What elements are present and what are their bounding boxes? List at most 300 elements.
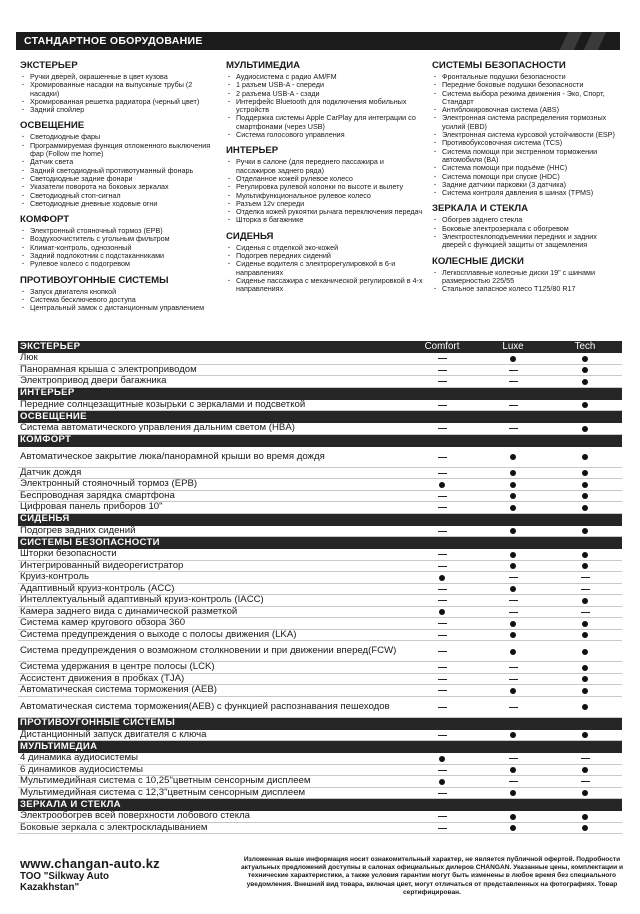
table-row xyxy=(18,823,622,835)
standard-feature-item: · Светодиодные дневные ходовые огни xyxy=(20,200,220,208)
not-available-dash-icon xyxy=(581,781,590,782)
trim-tech-cell xyxy=(548,365,622,375)
included-dot-icon xyxy=(582,732,588,738)
not-available-dash-icon xyxy=(509,758,518,759)
standard-feature-item: · Система бесключевого доступа xyxy=(20,296,220,304)
trim-comfort-cell xyxy=(406,452,478,462)
included-dot-icon xyxy=(510,649,516,655)
not-available-dash-icon xyxy=(438,457,447,458)
standard-feature-item: · Система помощи при спуске (HDC) xyxy=(432,173,622,181)
table-section-row xyxy=(18,435,622,447)
trim-luxe-cell xyxy=(478,365,548,375)
trim-comfort-cell xyxy=(406,549,478,559)
included-dot-icon xyxy=(510,688,516,694)
included-dot-icon xyxy=(582,470,588,476)
included-dot-icon xyxy=(582,528,588,534)
included-dot-icon xyxy=(582,563,588,569)
trim-comfort-cell xyxy=(406,365,478,375)
trim-luxe-cell xyxy=(478,595,548,605)
trim-tech-cell xyxy=(548,491,622,501)
trim-luxe-cell xyxy=(478,491,548,501)
standard-column-2 xyxy=(226,56,424,294)
included-dot-icon xyxy=(582,649,588,655)
included-dot-icon xyxy=(510,563,516,569)
table-section-title: ЗЕРКАЛА И СТЕКЛА xyxy=(20,798,121,810)
not-available-dash-icon xyxy=(581,758,590,759)
included-dot-icon xyxy=(582,356,588,362)
trim-tech-cell xyxy=(548,776,622,786)
trim-luxe-cell xyxy=(478,502,548,512)
trim-luxe-cell xyxy=(478,607,548,617)
trim-comfort-cell xyxy=(406,353,478,363)
trim-comfort-cell xyxy=(406,630,478,640)
table-section-row xyxy=(18,741,622,753)
included-dot-icon xyxy=(439,756,445,762)
trim-comfort-cell xyxy=(406,685,478,695)
feature-name: Система автоматического управления дальним светом (HBA) xyxy=(20,422,295,434)
standard-feature-item: · Хромированная решетка радиатора (черный цвет) xyxy=(20,98,220,106)
trim-luxe-cell xyxy=(478,452,548,462)
feature-name: Боковые зеркала с электроскладыванием xyxy=(20,821,208,833)
table-row xyxy=(18,491,622,503)
not-available-dash-icon xyxy=(509,667,518,668)
included-dot-icon xyxy=(439,575,445,581)
feature-name: Система предупреждения о возможном столкновении и при движении вперед(FCW) xyxy=(20,645,397,657)
included-dot-icon xyxy=(439,482,445,488)
trim-luxe-cell xyxy=(478,561,548,571)
not-available-dash-icon xyxy=(438,623,447,624)
table-row xyxy=(18,549,622,561)
legal-disclaimer: Изложенная выше информация носит ознакомительный характер, не является публичной офертой. Подробности актуальных предложений доступны в салонах официальных дилеров CHANGAN. Указанные цены, комплектации и технические характеристики, а также условия гарантии могут быть изменены в любое время без специального уведомления. Внешний вид товара, включая цвет, могут отличаться от представленных на фотографиях. Товар сертифицирован. xyxy=(240,856,624,896)
not-available-dash-icon xyxy=(438,735,447,736)
table-row xyxy=(18,811,622,823)
not-available-dash-icon xyxy=(438,531,447,532)
standard-feature-item: · Интерфейс Bluetooth для подключения мобильных устройств xyxy=(226,98,424,115)
not-available-dash-icon xyxy=(581,612,590,613)
trim-tech-cell xyxy=(548,502,622,512)
table-section-title: МУЛЬТИМЕДИА xyxy=(20,740,98,752)
standard-feature-item: · Светодиодные фары xyxy=(20,133,220,141)
not-available-dash-icon xyxy=(509,381,518,382)
standard-feature-item: · Задние датчики парковки (3 датчика) xyxy=(432,181,622,189)
trim-luxe-cell xyxy=(478,776,548,786)
standard-feature-list xyxy=(226,158,424,224)
not-available-dash-icon xyxy=(509,428,518,429)
standard-feature-item: · Указатели поворота на боковых зеркалах xyxy=(20,183,220,191)
trim-luxe-cell xyxy=(478,646,548,656)
trim-tech-cell xyxy=(548,630,622,640)
standard-feature-item: · Центральный замок с дистанционным управлением xyxy=(20,304,220,312)
feature-name: 4 динамика аудиосистемы xyxy=(20,752,139,764)
trim-tech-cell xyxy=(548,584,622,594)
trim-comfort-cell xyxy=(406,823,478,833)
table-row xyxy=(18,697,622,718)
standard-feature-item: · Программируемая функция отложенного выключения фар (Follow me home) xyxy=(20,142,220,159)
table-row xyxy=(18,730,622,742)
trim-tech-cell xyxy=(548,811,622,821)
not-available-dash-icon xyxy=(438,405,447,406)
table-section-title: КОМФОРТ xyxy=(20,434,72,446)
not-available-dash-icon xyxy=(438,707,447,708)
included-dot-icon xyxy=(510,732,516,738)
trim-luxe-cell xyxy=(478,811,548,821)
standard-feature-list xyxy=(226,73,424,139)
trim-comparison-table xyxy=(18,341,622,834)
standard-feature-item: · Антиблокировочная система (ABS) xyxy=(432,106,622,114)
trim-luxe-cell xyxy=(478,549,548,559)
table-row xyxy=(18,365,622,377)
trim-luxe-cell xyxy=(478,423,548,433)
table-row xyxy=(18,526,622,538)
trim-luxe-cell xyxy=(478,630,548,640)
trim-comfort-cell xyxy=(406,646,478,656)
standard-section-title: КОЛЕСНЫЕ ДИСКИ xyxy=(432,255,524,267)
company-line-2: Kazakhstan" xyxy=(20,881,80,893)
standard-feature-item: · Сиденье водителя с электрорегулировкой в 6-и направлениях xyxy=(226,260,424,277)
not-available-dash-icon xyxy=(438,554,447,555)
standard-feature-item: · Противобуксовочная система (TCS) xyxy=(432,139,622,147)
included-dot-icon xyxy=(510,632,516,638)
not-available-dash-icon xyxy=(438,828,447,829)
trim-comfort-header: Comfort xyxy=(424,340,460,352)
included-dot-icon xyxy=(510,552,516,558)
standard-feature-item: · Хромированные насадки на выпускные трубы (2 насадки) xyxy=(20,81,220,98)
included-dot-icon xyxy=(582,688,588,694)
trim-comfort-cell xyxy=(406,561,478,571)
table-section-row xyxy=(18,388,622,400)
trim-tech-cell xyxy=(548,479,622,489)
standard-feature-item: · Система выбора режима движения - Эко, Спорт, Стандарт xyxy=(432,90,622,107)
trim-tech-cell xyxy=(548,376,622,386)
feature-name: Дистанционный запуск двигателя с ключа xyxy=(20,728,207,740)
trim-comfort-cell xyxy=(406,788,478,798)
not-available-dash-icon xyxy=(438,635,447,636)
standard-feature-item: · 2 разъема USB-A - сзади xyxy=(226,90,424,98)
trim-luxe-cell xyxy=(478,376,548,386)
trim-tech-cell xyxy=(548,685,622,695)
feature-name: Шторки безопасности xyxy=(20,548,117,560)
feature-name: Панорамная крыша с электроприводом xyxy=(20,363,197,375)
trim-luxe-cell xyxy=(478,618,548,628)
feature-name: Адаптивный круиз-контроль (ACC) xyxy=(20,582,175,594)
standard-equipment-banner xyxy=(16,32,620,50)
table-section-title: СИДЕНЬЯ xyxy=(20,513,70,525)
standard-feature-item: · Стальное запасное колесо T125/80 R17 xyxy=(432,285,622,293)
trim-tech-cell xyxy=(548,646,622,656)
trim-comfort-cell xyxy=(406,502,478,512)
not-available-dash-icon xyxy=(581,577,590,578)
feature-name: Электронный стояночный тормоз (EPB) xyxy=(20,478,198,490)
trim-comfort-cell xyxy=(406,491,478,501)
not-available-dash-icon xyxy=(509,370,518,371)
table-section-row xyxy=(18,799,622,811)
standard-feature-item: · Отделанное кожей рулевое колесо xyxy=(226,175,424,183)
feature-name: Мультимедийная система с 12,3"цветным сенсорным дисплеем xyxy=(20,786,306,798)
included-dot-icon xyxy=(582,426,588,432)
table-row xyxy=(18,674,622,686)
table-row xyxy=(18,423,622,435)
standard-section-title: ЗЕРКАЛА И СТЕКЛА xyxy=(432,203,529,215)
table-row xyxy=(18,572,622,584)
not-available-dash-icon xyxy=(438,428,447,429)
feature-name: Интегрированный видеорегистратор xyxy=(20,559,184,571)
standard-section-title: КОМФОРТ xyxy=(20,214,70,226)
standard-feature-item: · Датчик света xyxy=(20,158,220,166)
included-dot-icon xyxy=(582,367,588,373)
standard-feature-item: · Шторка в багажнике xyxy=(226,216,424,224)
standard-section-title: СИСТЕМЫ БЕЗОПАСНОСТИ xyxy=(432,60,566,71)
included-dot-icon xyxy=(439,609,445,615)
table-row xyxy=(18,561,622,573)
standard-feature-item: · Задний спойлер xyxy=(20,106,220,114)
trim-tech-cell xyxy=(548,753,622,763)
trim-tech-cell xyxy=(548,674,622,684)
table-header-row xyxy=(18,341,622,353)
feature-name: Передние солнцезащитные козырьки с зеркалами и подсветкой xyxy=(20,398,306,410)
standard-feature-item: · Система голосового управления xyxy=(226,131,424,139)
included-dot-icon xyxy=(582,402,588,408)
table-row xyxy=(18,630,622,642)
included-dot-icon xyxy=(582,552,588,558)
table-section-title: ИНТЕРЬЕР xyxy=(20,387,75,399)
dealer-website: www.changan-auto.kz xyxy=(20,856,160,871)
table-section-row xyxy=(18,718,622,730)
feature-name: Система удержания в центре полосы (LCK) xyxy=(20,661,215,673)
trim-luxe-cell xyxy=(478,823,548,833)
feature-name: Электропривод двери багажника xyxy=(20,375,167,387)
standard-feature-list xyxy=(20,227,220,268)
included-dot-icon xyxy=(510,767,516,773)
trim-tech-cell xyxy=(548,823,622,833)
standard-feature-list xyxy=(20,133,220,208)
feature-name: Датчик дождя xyxy=(20,466,82,478)
feature-name: Система камер кругового обзора 360 xyxy=(20,617,186,629)
table-row xyxy=(18,641,622,662)
trim-tech-cell xyxy=(548,526,622,536)
included-dot-icon xyxy=(510,814,516,820)
standard-feature-item: · Мультифункциональное рулевое колесо xyxy=(226,192,424,200)
trim-tech-cell xyxy=(548,572,622,582)
standard-section-title: ПРОТИВОУГОННЫЕ СИСТЕМЫ xyxy=(20,274,169,286)
not-available-dash-icon xyxy=(509,612,518,613)
standard-feature-list xyxy=(226,244,424,294)
trim-comfort-cell xyxy=(406,753,478,763)
trim-tech-cell xyxy=(548,730,622,740)
standard-column-3 xyxy=(432,56,622,294)
trim-luxe-cell xyxy=(478,702,548,712)
table-row xyxy=(18,376,622,388)
standard-feature-list xyxy=(20,73,220,114)
trim-tech-cell xyxy=(548,662,622,672)
feature-name: 6 динамиков аудиосистемы xyxy=(20,763,144,775)
trim-tech-cell xyxy=(548,618,622,628)
standard-feature-item: · Система контроля давления в шинах (TPMS) xyxy=(432,189,622,197)
standard-equipment-columns xyxy=(20,56,620,336)
trim-comfort-cell xyxy=(406,468,478,478)
not-available-dash-icon xyxy=(438,816,447,817)
included-dot-icon xyxy=(582,505,588,511)
standard-feature-item: · Регулировка рулевой колонки по высоте и вылету xyxy=(226,183,424,191)
table-row xyxy=(18,447,622,468)
trim-comfort-cell xyxy=(406,423,478,433)
standard-feature-item: · Светодиодный стоп-сигнал xyxy=(20,192,220,200)
not-available-dash-icon xyxy=(438,600,447,601)
not-available-dash-icon xyxy=(438,370,447,371)
not-available-dash-icon xyxy=(438,679,447,680)
dealer-company xyxy=(20,872,140,893)
trim-tech-cell xyxy=(548,400,622,410)
trim-tech-cell xyxy=(548,788,622,798)
standard-feature-item: · Фронтальные подушки безопасности xyxy=(432,73,622,81)
not-available-dash-icon xyxy=(509,679,518,680)
trim-tech-cell xyxy=(548,702,622,712)
not-available-dash-icon xyxy=(438,381,447,382)
standard-feature-item: · Система помощи при подъёме (HHC) xyxy=(432,164,622,172)
table-section-title: ОСВЕЩЕНИЕ xyxy=(20,410,87,422)
banner-stripe xyxy=(560,32,582,50)
table-row xyxy=(18,753,622,765)
not-available-dash-icon xyxy=(438,770,447,771)
feature-name: Камера заднего вида с динамической разметкой xyxy=(20,605,238,617)
included-dot-icon xyxy=(439,779,445,785)
not-available-dash-icon xyxy=(581,589,590,590)
standard-feature-item: · Система помощи при экстренном торможении автомобиля (BA) xyxy=(432,148,622,165)
table-row xyxy=(18,685,622,697)
standard-feature-item: · Разъем 12v спереди xyxy=(226,200,424,208)
trim-comfort-cell xyxy=(406,674,478,684)
not-available-dash-icon xyxy=(438,651,447,652)
not-available-dash-icon xyxy=(509,405,518,406)
included-dot-icon xyxy=(582,379,588,385)
standard-feature-item: · Светодиодные задние фонари xyxy=(20,175,220,183)
not-available-dash-icon xyxy=(438,496,447,497)
table-row xyxy=(18,400,622,412)
standard-feature-item: · Электронный стояночный тормоз (EPB) xyxy=(20,227,220,235)
included-dot-icon xyxy=(582,493,588,499)
standard-feature-item: · Ручки в салоне (для переднего пассажира и пассажиров заднего ряда) xyxy=(226,158,424,175)
trim-comfort-cell xyxy=(406,572,478,582)
standard-feature-item: · Электростеклоподъемники передних и задних дверей с функцией защиты от защемления xyxy=(432,233,622,250)
feature-name: Мультимедийная система с 10,25"цветным сенсорным дисплеем xyxy=(20,775,311,787)
standard-feature-list xyxy=(432,73,622,197)
table-row xyxy=(18,607,622,619)
included-dot-icon xyxy=(582,767,588,773)
feature-name: Люк xyxy=(20,352,38,364)
included-dot-icon xyxy=(582,790,588,796)
standard-feature-item: · Легкосплавные колесные диски 19" с шинами размерностью 225/55 xyxy=(432,269,622,286)
trim-tech-cell xyxy=(548,607,622,617)
standard-feature-item: · Воздухоочиститель с угольным фильтром xyxy=(20,235,220,243)
trim-luxe-cell xyxy=(478,468,548,478)
feature-name: Автоматическое закрытие люка/панорамной крыши во время дождя xyxy=(20,450,325,462)
standard-section-title: СИДЕНЬЯ xyxy=(226,230,274,242)
table-section-title: СИСТЕМЫ БЕЗОПАСНОСТИ xyxy=(20,536,160,548)
standard-feature-item: · Поддержка системы Apple CarPlay для интеграции со смартфонами (через USB) xyxy=(226,114,424,131)
trim-luxe-cell xyxy=(478,753,548,763)
standard-feature-item: · Электронная система распределения тормозных усилий (EBD) xyxy=(432,114,622,131)
trim-luxe-cell xyxy=(478,788,548,798)
feature-name: Круиз-контроль xyxy=(20,571,89,583)
company-line-1: ТОО "Silkway Auto xyxy=(20,871,109,882)
feature-name: Цифровая панель приборов 10" xyxy=(20,501,163,513)
standard-feature-item: · Рулевое колесо с подогревом xyxy=(20,260,220,268)
trim-tech-cell xyxy=(548,353,622,363)
not-available-dash-icon xyxy=(438,667,447,668)
included-dot-icon xyxy=(582,454,588,460)
included-dot-icon xyxy=(582,482,588,488)
trim-comfort-cell xyxy=(406,662,478,672)
included-dot-icon xyxy=(510,505,516,511)
standard-feature-item: · Климат-контроль, однозонный xyxy=(20,244,220,252)
not-available-dash-icon xyxy=(509,707,518,708)
trim-luxe-cell xyxy=(478,400,548,410)
included-dot-icon xyxy=(582,704,588,710)
standard-feature-item: · Задний светодиодный противотуманный фонарь xyxy=(20,167,220,175)
trim-luxe-cell xyxy=(478,526,548,536)
not-available-dash-icon xyxy=(438,566,447,567)
trim-luxe-cell xyxy=(478,353,548,363)
trim-comfort-cell xyxy=(406,584,478,594)
trim-comfort-cell xyxy=(406,776,478,786)
table-row xyxy=(18,788,622,800)
standard-section-title: МУЛЬТИМЕДИА xyxy=(226,60,301,71)
included-dot-icon xyxy=(510,825,516,831)
not-available-dash-icon xyxy=(438,793,447,794)
standard-section-title: ЭКСТЕРЬЕР xyxy=(20,60,78,71)
standard-feature-item: · Сиденье пассажира с механической регулировкой в 4-х направлениях xyxy=(226,277,424,294)
trim-luxe-cell xyxy=(478,674,548,684)
included-dot-icon xyxy=(510,356,516,362)
feature-name: Беспроводная зарядка смартфона xyxy=(20,489,175,501)
table-row xyxy=(18,662,622,674)
banner-stripe xyxy=(584,32,606,50)
table-section-title: ПРОТИВОУГОННЫЕ СИСТЕМЫ xyxy=(20,717,176,729)
banner-title: СТАНДАРТНОЕ ОБОРУДОВАНИЕ xyxy=(24,35,203,47)
trim-comfort-cell xyxy=(406,702,478,712)
included-dot-icon xyxy=(582,632,588,638)
standard-feature-list xyxy=(20,288,220,313)
table-row xyxy=(18,479,622,491)
trim-tech-cell xyxy=(548,452,622,462)
trim-comfort-cell xyxy=(406,811,478,821)
feature-name: Автоматическая система торможения(AEB) с функцией распознавания пешеходов xyxy=(20,700,390,712)
standard-feature-item: · Боковые электрозеркала с обогревом xyxy=(432,225,622,233)
not-available-dash-icon xyxy=(438,358,447,359)
trim-tech-cell xyxy=(548,765,622,775)
table-row xyxy=(18,618,622,630)
standard-feature-item: · Электронная система курсовой устойчивости (ESP) xyxy=(432,131,622,139)
feature-name: Автоматическая система торможения (AEB) xyxy=(20,684,217,696)
trim-comfort-cell xyxy=(406,595,478,605)
standard-feature-item: · Подогрев передних сидений xyxy=(226,252,424,260)
feature-name: Подогрев задних сидений xyxy=(20,524,136,536)
not-available-dash-icon xyxy=(438,589,447,590)
trim-luxe-cell xyxy=(478,685,548,695)
table-row xyxy=(18,468,622,480)
trim-comfort-cell xyxy=(406,618,478,628)
standard-feature-item: · Передние боковые подушки безопасности xyxy=(432,81,622,89)
trim-tech-header: Tech xyxy=(574,340,596,352)
standard-feature-item: · Сиденья с отделкой эко-кожей xyxy=(226,244,424,252)
table-row xyxy=(18,776,622,788)
not-available-dash-icon xyxy=(438,473,447,474)
standard-column-1 xyxy=(20,56,220,313)
feature-name: Интеллектуальный адаптивный круиз-контроль (IACC) xyxy=(20,594,264,606)
not-available-dash-icon xyxy=(509,600,518,601)
table-section-row xyxy=(18,514,622,526)
included-dot-icon xyxy=(582,814,588,820)
trim-tech-cell xyxy=(548,423,622,433)
